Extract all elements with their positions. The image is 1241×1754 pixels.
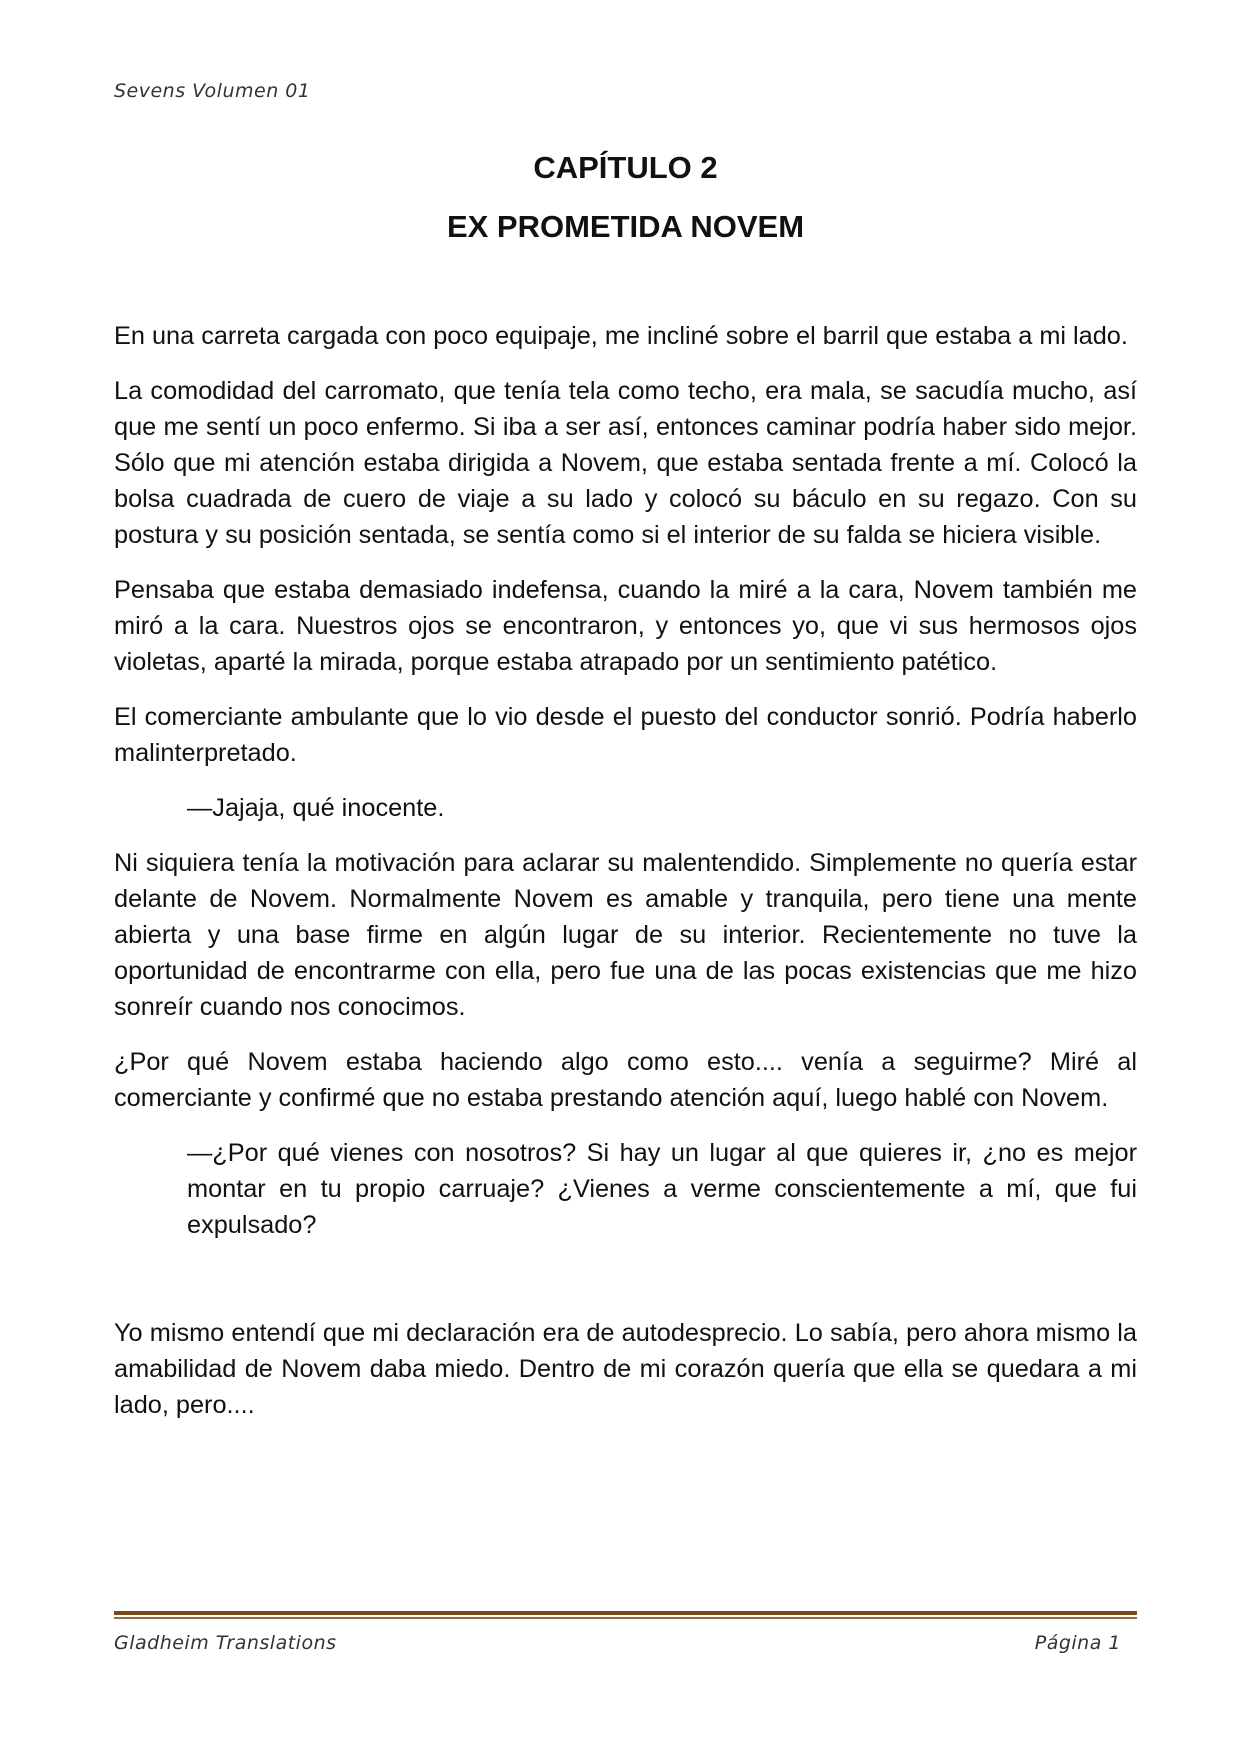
chapter-number: CAPÍTULO 2 [533,150,718,185]
paragraph: Ni siquiera tenía la motivación para aclarar su malentendido. Simplemente no quería estar delante de Novem. Normalmente Novem es amable y tranquila, pero tiene una mente abierta y una base firme en algún lugar de su interior. Recientemente no tuve la oportunidad de encontrarme con ella, pero fue una de las pocas existencias que me hizo sonreír cuando nos conocimos. [114,849,1137,1021]
footer-rule [114,1611,1137,1620]
running-header: Sevens Volumen 01 [114,80,311,102]
paragraph: ¿Por qué Novem estaba haciendo algo como esto.... venía a seguirme? Miré al comerciante y confirmé que no estaba prestando atención aquí, luego hablé con Novem. [114,1048,1137,1112]
paragraph: La comodidad del carromato, que tenía tela como techo, era mala, se sacudía mucho, así que me sentí un poco enfermo. Si iba a ser así, entonces caminar podría haber sido mejor. Sólo que mi atención estaba dirigida a Novem, que estaba sentada frente a mí. Colocó la bolsa cuadrada de cuero de viaje a su lado y colocó su báculo en su regazo. Con su postura y su posición sentada, se sentía como si el interior de su falda se hiciera visible. [114,377,1137,549]
dialogue-paragraph: —¿Por qué vienes con nosotros? Si hay un lugar al que quieres ir, ¿no es mejor montar en tu propio carruaje? ¿Vienes a verme conscientemente a mí, que fui expulsado? [187,1139,1137,1239]
chapter-title: EX PROMETIDA NOVEM [446,209,805,244]
footer-rule-thick [114,1611,1137,1615]
body-text [114,318,1137,1442]
paragraph: En una carreta cargada con poco equipaje, me incliné sobre el barril que estaba a mi lado. [114,322,1128,350]
paragraph: El comerciante ambulante que lo vio desde el puesto del conductor sonrió. Podría haberlo malinterpretado. [114,703,1137,767]
paragraph: Yo mismo entendí que mi declaración era de autodesprecio. Lo sabía, pero ahora mismo la amabilidad de Novem daba miedo. Dentro de mi corazón quería que ella se quedara a mi lado, pero.... [114,1319,1137,1419]
footer-rule-thin [114,1617,1137,1619]
footer-page-number: Página 1 [1034,1632,1121,1654]
paragraph: Pensaba que estaba demasiado indefensa, cuando la miré a la cara, Novem también me miró a la cara. Nuestros ojos se encontraron, y entonces yo, que vi sus hermosos ojos violetas, aparté la mirada, porque estaba atrapado por un sentimiento patético. [114,576,1137,676]
footer-publisher: Gladheim Translations [114,1632,337,1654]
dialogue-paragraph: —Jajaja, qué inocente. [187,794,445,822]
